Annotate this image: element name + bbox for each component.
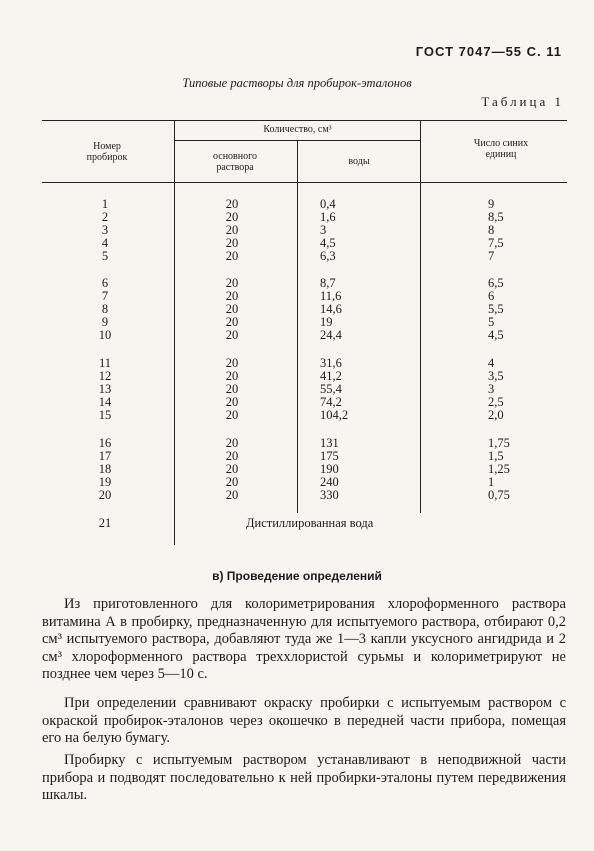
table-row: 17 20 175 1,5 — [98, 449, 504, 463]
table-row: 11 20 31,6 4 — [98, 356, 495, 370]
table-row: 2 20 1,6 8,5 — [101, 210, 504, 224]
table-row: 18 20 190 1,25 — [98, 462, 510, 476]
table-row: 6 20 8,7 6,5 — [101, 276, 504, 290]
table-row: 14 20 74,2 2,5 — [98, 395, 504, 409]
table-row: 15 20 104,2 2,0 — [98, 408, 504, 422]
paragraph: Из приготовленного для колориметрирования хлороформенного раствора витамина А в пробирку, предназначенную для испытуемого раствора, отбирают 0,2 см³ испытуемого раствора, добавляют туда же 1—3 капли уксусного ангидрида и 2 см³ хлороформенного раствора треххлористой сурьмы и колориметрируют не позднее чем через 5—10 с. — [42, 596, 566, 682]
header-blue-units: Число синих единиц — [473, 138, 529, 160]
header-quantity: Количество, см³ — [263, 124, 332, 135]
table-header-bottom-rule — [42, 182, 567, 183]
table-top-rule — [42, 120, 567, 121]
table-row: 4 20 4,5 7,5 — [101, 236, 504, 250]
page-header: ГОСТ 7047—55 С. 11 — [415, 44, 562, 59]
table-row: 20 20 330 0,75 — [98, 488, 510, 502]
table-row: 16 20 131 1,75 — [98, 436, 510, 450]
table-row: 7 20 11,6 6 — [101, 289, 495, 303]
table-row: 1 20 0,4 9 — [101, 197, 495, 211]
table-row: 3 20 3 8 — [101, 223, 495, 237]
table-row: 8 20 14,6 5,5 — [101, 302, 504, 316]
header-base-solution: основного раствора — [213, 151, 257, 173]
header-tube-number: Номер пробирок — [86, 141, 128, 163]
table-row: 5 20 6,3 7 — [101, 249, 495, 263]
document-page: ГОСТ 7047—55 С. 11 Типовые растворы для пробирок-эталонов Таблица 1 Номер пробирок Количество, см³ основного раствора воды Число синих единиц 1 20 0,4 9 2 20 1,6 8,5 3 20 3 8 4 20 4,5 7,5 5 20 6,3 7 6 20 8,7 6,5 7 20 11,6 6 8 20 14,6 5,5 9 20 19 5 10 20 24,4 4,5 11 20 31,6 4 12 20 41,2 3,5 13 20 55,4 3 14 20 74,2 2,5 15 20 104,2 2,0 16 20 131 1,75 17 20 175 1,5 18 20 190 1,25 19 20 240 1 20 20 330 0,75 21 Дистиллированная вода в) Проведение определений Из приготовленного для колориметрирования хлороформенного раствора витамина А в пробирку, предназначенную для испытуемого раствора, отбирают 0,2 см³ испытуемого раствора, добавляют туда же 1—3 капли уксусного ангидрида и 2 см³ хлороформенного раствора треххлористой сурьмы и колориметрируют не позднее чем через 5—10 с. При определении сравнивают окраску пробирки с испытуемым раствором с окраской пробирок-эталонов через окошечко в передней части прибора, помещая его на белую бумагу. Пробирку с испытуемым раствором устанавливают в неподвижной части прибора и подводят последовательно к ней пробирки-эталоны путем передвижения шкалы. — [0, 0, 594, 851]
table-row: 13 20 55,4 3 — [98, 382, 495, 396]
table-label: Таблица 1 — [481, 94, 564, 109]
header-water: воды — [348, 156, 370, 167]
paragraph: При определении сравнивают окраску пробирки с испытуемым раствором с окраской пробирок-эталонов через окошечко в передней части прибора, помещая его на белую бумагу. — [42, 695, 566, 746]
table-title: Типовые растворы для пробирок-эталонов — [182, 76, 412, 90]
paragraph: Пробирку с испытуемым раствором устанавливают в неподвижной части прибора и подводят последовательно к ней пробирки-эталоны путем передвижения шкалы. — [42, 752, 566, 803]
table-row: 12 20 41,2 3,5 — [98, 369, 504, 383]
section-title: в) Проведение определений — [212, 569, 382, 583]
table-row: 9 20 19 5 — [101, 315, 495, 329]
table-row: 10 20 24,4 4,5 — [98, 328, 504, 342]
table-row: 19 20 240 1 — [98, 475, 495, 489]
